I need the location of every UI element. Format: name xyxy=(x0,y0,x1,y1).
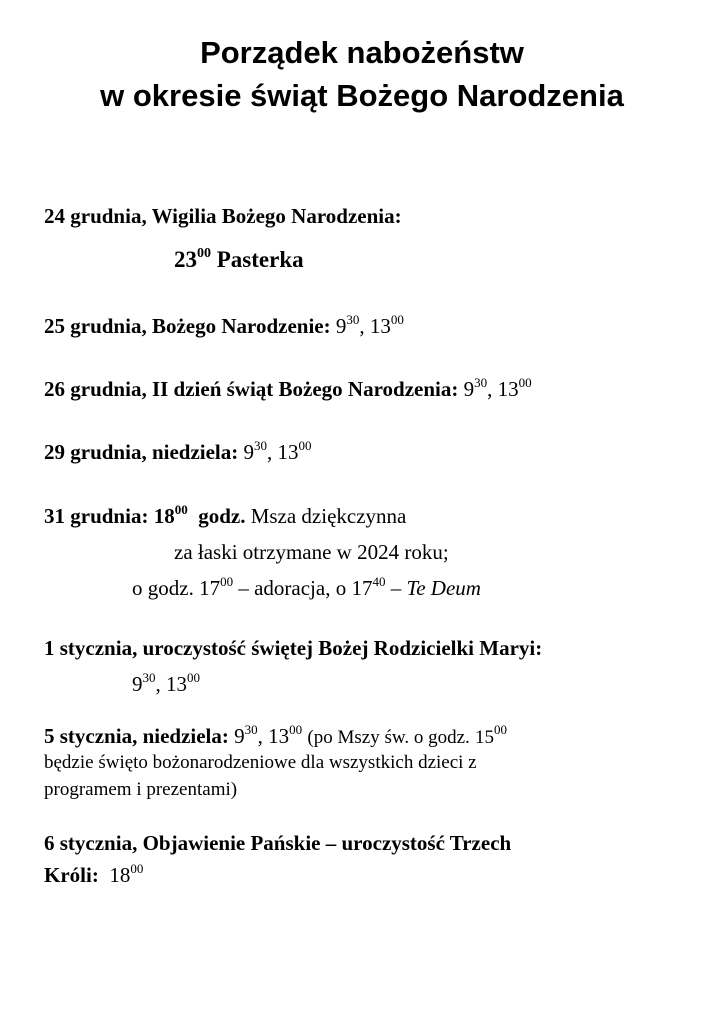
entry-note: (po Mszy św. o godz. xyxy=(307,727,470,748)
entry-row xyxy=(44,723,507,750)
entry-times xyxy=(174,247,304,273)
time-hour: 9 xyxy=(463,377,475,401)
time-minutes: 40 xyxy=(372,574,386,589)
time-hour: 13 xyxy=(497,377,519,401)
time-minutes: 30 xyxy=(474,375,488,390)
entry-description-line2: za łaski otrzymane w 2024 roku; xyxy=(174,540,449,564)
time-minutes: 00 xyxy=(187,670,200,685)
time-minutes: 00 xyxy=(298,438,312,453)
entry-row xyxy=(44,376,532,402)
time-separator: , xyxy=(267,440,273,464)
time-minutes: 00 xyxy=(130,861,144,876)
time-separator: , xyxy=(155,672,161,696)
entry-heading: 31 grudnia: xyxy=(44,504,149,528)
entry-note-line3: programem i prezentami) xyxy=(44,779,238,800)
entry-heading: Króli: xyxy=(44,863,99,887)
time-hour: 9 xyxy=(243,440,255,464)
time-minutes: 00 xyxy=(174,502,188,517)
service-label: Pasterka xyxy=(216,247,304,272)
time-minutes: 30 xyxy=(142,670,156,685)
entry-text: o godz. xyxy=(132,576,194,600)
time-hour: 23 xyxy=(174,247,197,272)
page-title-line1: Porządek nabożeństw xyxy=(200,35,524,70)
time-minutes: 00 xyxy=(220,574,234,589)
time-minutes: 00 xyxy=(197,246,211,261)
te-deum-text: Te Deum xyxy=(406,576,481,600)
time-minutes: 00 xyxy=(289,722,303,737)
time-hour: 9 xyxy=(132,672,143,696)
time-minutes: 00 xyxy=(494,722,508,737)
entry-times xyxy=(132,671,200,697)
entry-heading: 29 grudnia, niedziela: xyxy=(44,440,239,464)
time-hour: 9 xyxy=(234,724,245,748)
time-minutes: 30 xyxy=(346,312,360,327)
time-separator: , xyxy=(359,314,365,338)
entry-heading: 1 stycznia, uroczystość świętej Bożej Rodzicielki Maryi: xyxy=(44,636,543,660)
entry-text: – xyxy=(390,576,402,600)
time-hour: 17 xyxy=(199,576,221,600)
time-minutes: 00 xyxy=(390,312,404,327)
time-hour: 17 xyxy=(351,576,373,600)
time-hour: 13 xyxy=(369,314,391,338)
entry-row xyxy=(44,862,143,888)
entry-heading: 26 grudnia, II dzień świąt Bożego Narodzenia: xyxy=(44,377,459,401)
time-hour: 13 xyxy=(166,672,187,696)
time-minutes: 00 xyxy=(518,375,532,390)
entry-heading: 25 grudnia, Bożego Narodzenie: xyxy=(44,314,331,338)
time-separator: , xyxy=(487,377,493,401)
time-hour: 13 xyxy=(268,724,290,748)
time-minutes: 30 xyxy=(254,438,268,453)
time-hour: 9 xyxy=(335,314,347,338)
entry-text: – adoracja, o xyxy=(238,576,347,600)
entry-description: Msza dziękczynna xyxy=(250,504,407,528)
time-hour: 13 xyxy=(277,440,299,464)
entry-row xyxy=(44,503,406,529)
time-minutes: 30 xyxy=(244,722,258,737)
time-hour: 18 xyxy=(109,863,131,887)
entry-row xyxy=(44,439,312,465)
entry-row xyxy=(44,313,404,339)
entry-row xyxy=(132,575,481,601)
entry-note-line2: będzie święto bożonarodzeniowe dla wszystkich dzieci z xyxy=(44,752,477,773)
entry-heading: 5 stycznia, niedziela: xyxy=(44,724,229,748)
time-separator: , xyxy=(257,724,263,748)
time-hour: 15 xyxy=(475,727,495,748)
entry-heading: 6 stycznia, Objawienie Pańskie – uroczystość Trzech xyxy=(44,831,512,855)
page-title-line2: w okresie świąt Bożego Narodzenia xyxy=(100,78,624,113)
entry-heading: 24 grudnia, Wigilia Bożego Narodzenia: xyxy=(44,204,402,228)
godz-label: godz. xyxy=(198,504,246,528)
time-hour: 18 xyxy=(153,504,175,528)
